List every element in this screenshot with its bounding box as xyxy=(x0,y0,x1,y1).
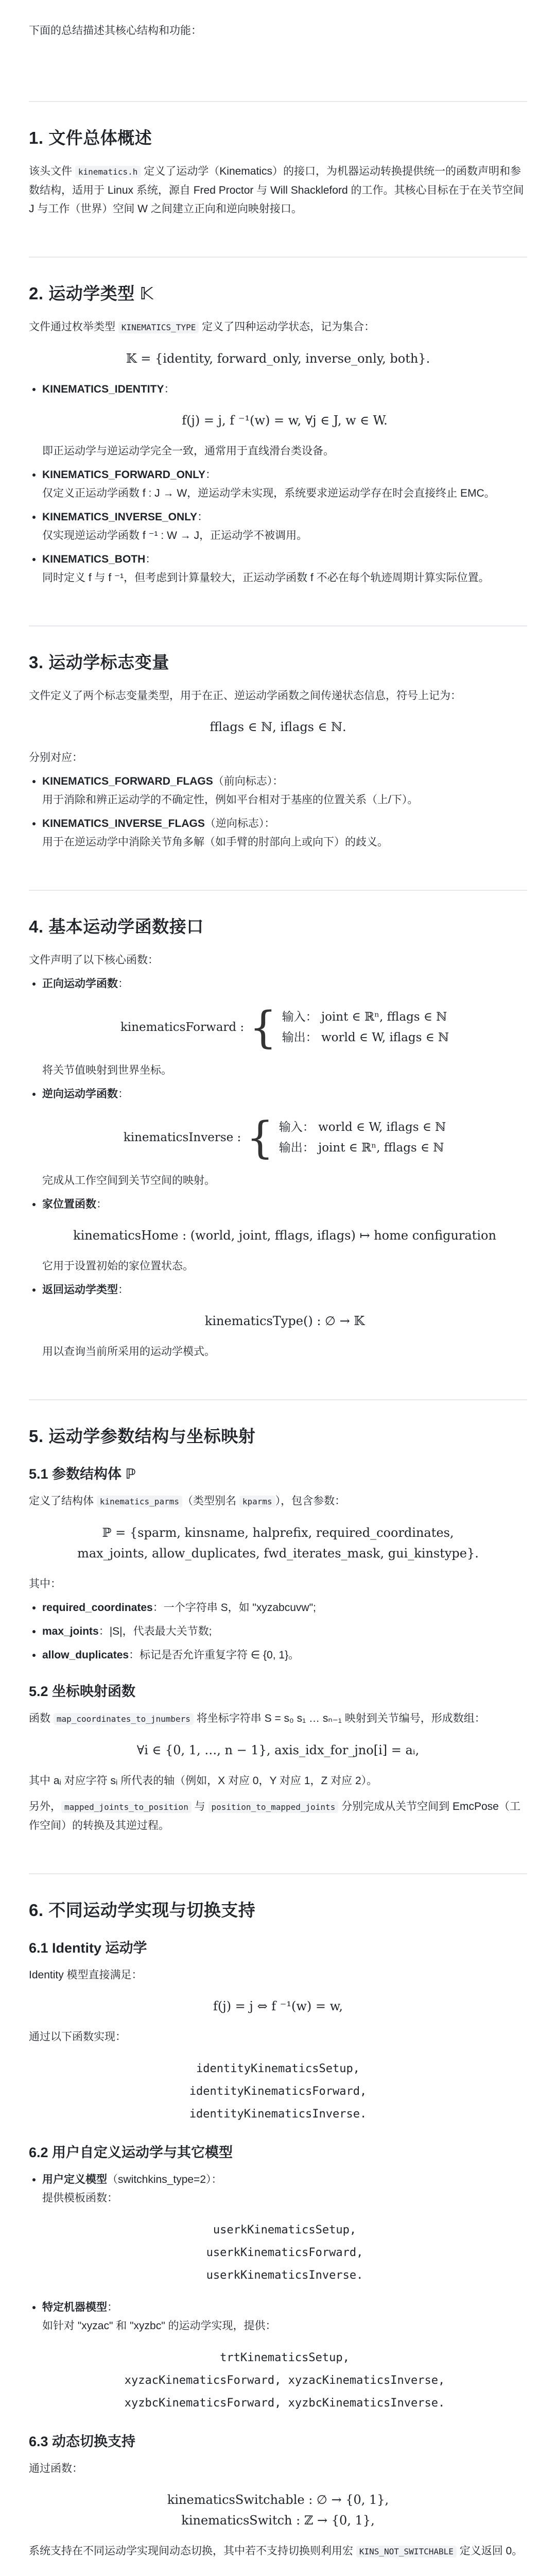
paragraph xyxy=(29,1709,527,1728)
text-run: 另外， xyxy=(29,1801,61,1812)
section-1 xyxy=(29,101,527,218)
formula: fflags ∈ ℕ, iflags ∈ ℕ. xyxy=(210,720,346,734)
paragraph xyxy=(29,318,527,337)
subsection-title: 6.2 用户自定义运动学与其它模型 xyxy=(29,2145,233,2160)
list-desc: ：标记是否允许重复字符 ∈ {0, 1}。 xyxy=(129,1649,300,1661)
section-6 xyxy=(29,1873,527,2561)
list-item xyxy=(42,2171,527,2287)
section-divider xyxy=(29,1399,527,1400)
section-title: 3. 运动学标志变量 xyxy=(29,653,169,672)
signature-rows xyxy=(282,1007,449,1048)
function-list xyxy=(42,2219,527,2287)
paragraph: 通过以下函数实现： xyxy=(29,2031,126,2043)
list-desc: 提供模板函数： xyxy=(42,2192,118,2204)
list-suffix: （switchkins_type=2）： xyxy=(107,2174,222,2185)
section-title: 6. 不同运动学实现与切换支持 xyxy=(29,1901,256,1920)
formula: 𝕂 = {identity, forward_only, inverse_only, both}. xyxy=(126,351,430,366)
list-desc: ：|S|，代表最大关节数; xyxy=(98,1625,212,1637)
text-run: 将坐标字符串 S = s₀ s₁ … sₙ₋₁ 映射到关节编号，形成数组： xyxy=(193,1713,485,1724)
formula: ∀i ∈ {0, 1, …, n − 1}, axis_idx_for_jno[i] = aᵢ, xyxy=(136,1743,420,1757)
text-run: 文件通过枚举类型 xyxy=(29,321,118,333)
bullet-list xyxy=(29,975,527,1361)
list-item: • KINEMATICS_FORWARD_ONLY： 仅定义正运动学函数 f : J → W，逆运动学未实现，系统要求逆运动学存在时会直接终止 EMC。 xyxy=(42,466,527,503)
formula: kinematicsType() : ∅ → 𝕂 xyxy=(204,1314,365,1328)
subsection-title: 5.2 坐标映射函数 xyxy=(29,1684,136,1699)
list-term: 返回运动学类型 xyxy=(42,1284,118,1296)
formula xyxy=(29,1522,527,1564)
list-item xyxy=(42,1599,527,1617)
subsection-title: 5.1 参数结构体 ℙ xyxy=(29,1466,136,1482)
text-run: 定义返回 0。 xyxy=(456,2545,523,2557)
bullet-list xyxy=(29,380,527,587)
signature-rows xyxy=(279,1117,446,1158)
list-term: KINEMATICS_INVERSE_FLAGS xyxy=(42,818,205,829)
text-run: （类型别名 xyxy=(182,1495,239,1507)
function-entry: trtKinematicsSetup, xyxy=(220,2351,350,2364)
paragraph xyxy=(29,1798,527,1835)
list-item xyxy=(42,2298,527,2415)
section-title: 4. 基本运动学函数接口 xyxy=(29,917,204,936)
list-desc: 即正运动学与逆运动学完全一致，通常用于直线滑台类设备。 xyxy=(42,445,334,457)
section-title: 1. 文件总体概述 xyxy=(29,128,152,147)
paragraph: 其中： xyxy=(29,1578,61,1590)
function-list xyxy=(42,2347,527,2415)
list-term: KINEMATICS_BOTH xyxy=(42,553,146,565)
bullet-list xyxy=(29,2171,527,2415)
paragraph xyxy=(29,1492,527,1511)
brace-glyph: { xyxy=(249,1002,277,1053)
list-item xyxy=(42,772,527,809)
section-divider xyxy=(29,257,527,258)
inline-code: kinematics_parms xyxy=(97,1496,182,1507)
list-desc: 完成从工作空间到关节空间的映射。 xyxy=(42,1175,215,1187)
list-desc: 将关节值映射到世界坐标。 xyxy=(42,1064,172,1076)
function-name: kinematicsForward : xyxy=(120,1021,245,1034)
formula-line: kinematicsSwitchable : ∅ → {0, 1}, xyxy=(167,2493,389,2507)
text-run: 函数 xyxy=(29,1713,54,1724)
list-desc: 仅实现逆运动学函数 f ⁻¹ : W → J，正运动学不被调用。 xyxy=(42,530,308,541)
list-desc: 仅定义正运动学函数 f : J → W，逆运动学未实现，系统要求逆运动学存在时会直接终止 EMC。 xyxy=(42,487,495,499)
text-run: 该头文件 xyxy=(29,165,75,177)
section-5 xyxy=(29,1399,527,1835)
text-run: 定义了四种运动学状态，记为集合： xyxy=(199,321,375,333)
paragraph: 其中 aᵢ 对应字符 sᵢ 所代表的轴（例如，X 对应 0，Y 对应 1，Z 对应 2）。 xyxy=(29,1775,378,1787)
subsection-title: 6.3 动态切换支持 xyxy=(29,2434,136,2449)
list-term: max_joints xyxy=(42,1625,99,1637)
paragraph: 分别对应： xyxy=(29,752,83,764)
section-4 xyxy=(29,890,527,1361)
inline-code: map_coordinates_to_jnumbers xyxy=(54,1713,194,1725)
formula xyxy=(29,2489,527,2531)
formula: f(j) = j ⇔ f ⁻¹(w) = w, xyxy=(213,1999,343,2013)
formula: f(j) = j, f ⁻¹(w) = w, ∀j ∈ J, w ∈ W. xyxy=(182,413,388,428)
list-item xyxy=(42,815,527,852)
text-run: 系统支持在不同运动学实现间动态切换，其中若不支持切换则利用宏 xyxy=(29,2545,356,2557)
list-desc: 同时定义 f 与 f ⁻¹，但考虑到计算量较大，正运动学函数 f 不必在每个轨迹周期计算实际位置。 xyxy=(42,572,490,584)
list-term: 逆向运动学函数 xyxy=(42,1088,118,1100)
formula-line: max_joints, allow_duplicates, fwd_iterates_mask, gui_kinstype}. xyxy=(77,1546,479,1561)
text-run: 定义了结构体 xyxy=(29,1495,97,1507)
function-entry: identityKinematicsInverse. xyxy=(189,2108,367,2121)
section-divider xyxy=(29,890,527,891)
list-term: allow_duplicates xyxy=(42,1649,129,1661)
list-item: • 逆向运动学函数： kinematicsInverse : { 输入： world ∈ W, iflags ∈ ℕ 输出： joint ∈ ℝⁿ, fflags ∈ ℕ 完成从工作空间到关节空间的映射。 xyxy=(42,1085,527,1190)
section-divider xyxy=(29,101,527,102)
section-divider xyxy=(29,1873,527,1874)
inline-code: KINEMATICS_TYPE xyxy=(118,321,199,333)
list-suffix: ： xyxy=(107,2301,118,2313)
list-desc: ：一个字符串 S，如 "xyzabcuvw"; xyxy=(152,1602,316,1614)
list-term: KINEMATICS_FORWARD_FLAGS xyxy=(42,775,213,787)
bullet-list xyxy=(29,1599,527,1665)
list-item: • KINEMATICS_INVERSE_ONLY： 仅实现逆运动学函数 f ⁻¹ : W → J，正运动学不被调用。 xyxy=(42,508,527,545)
formula: kinematicsHome : (world, joint, fflags, iflags) ↦ home configuration xyxy=(73,1228,496,1243)
paragraph xyxy=(29,2542,527,2561)
section-3 xyxy=(29,625,527,852)
list-item: • KINEMATICS_IDENTITY： f(j) = j, f ⁻¹(w) = w, ∀j ∈ J, w ∈ W. 即正运动学与逆运动学完全一致，通常用于直线滑台类设备。 xyxy=(42,380,527,461)
list-term: required_coordinates xyxy=(42,1602,153,1614)
function-entry: userkKinematicsInverse. xyxy=(206,2269,363,2282)
text-run: 分别完成从关节空间到 EmcPose（工作空间）的转换及其逆过程。 xyxy=(29,1801,520,1832)
inline-code: mapped_joints_to_position xyxy=(61,1801,192,1813)
signature-input: 输入： joint ∈ ℝⁿ, fflags ∈ ℕ xyxy=(282,1010,447,1024)
bullet-list xyxy=(29,772,527,852)
subsection-title: 6.1 Identity 运动学 xyxy=(29,1940,147,1956)
section-divider xyxy=(29,625,527,626)
function-list xyxy=(29,2058,527,2126)
list-item: • 家位置函数： kinematicsHome : (world, joint, fflags, iflags) ↦ home configuration 它用于设置初始的家位置状态。 xyxy=(42,1195,527,1276)
list-item xyxy=(42,1646,527,1665)
list-term: KINEMATICS_IDENTITY xyxy=(42,383,164,395)
paragraph: 文件定义了两个标志变量类型，用于在正、逆运动学函数之间传递状态信息，符号上记为： xyxy=(29,690,461,702)
list-desc: 用于在逆运动学中消除关节角多解（如手臂的肘部向上或向下）的歧义。 xyxy=(42,836,388,848)
list-desc: 用以查询当前所采用的运动学模式。 xyxy=(42,1346,215,1358)
function-entry: userkKinematicsSetup, xyxy=(213,2224,357,2236)
inline-code: position_to_mapped_joints xyxy=(208,1801,339,1813)
signature-input: 输入： world ∈ W, iflags ∈ ℕ xyxy=(279,1121,446,1134)
function-entry: identityKinematicsForward, xyxy=(189,2085,367,2098)
list-term: 家位置函数 xyxy=(42,1198,96,1210)
inline-code: KINS_NOT_SWITCHABLE xyxy=(356,2546,457,2557)
formula-line: ℙ = {sparm, kinsname, halprefix, required_coordinates, xyxy=(102,1526,454,1540)
section-title: 2. 运动学类型 𝕂 xyxy=(29,284,153,303)
list-term: 正向运动学函数 xyxy=(42,978,118,990)
list-term: KINEMATICS_INVERSE_ONLY xyxy=(42,511,198,523)
list-suffix: （逆向标志）： xyxy=(204,818,275,829)
list-item: • KINEMATICS_BOTH： 同时定义 f 与 f ⁻¹，但考虑到计算量较大，正运动学函数 f 不必在每个轨迹周期计算实际位置。 xyxy=(42,550,527,587)
section-2 xyxy=(29,257,527,587)
inline-code: kparms xyxy=(239,1496,275,1507)
function-name: kinematicsInverse : xyxy=(123,1131,241,1144)
text-run: 定义了运动学（Kinematics）的接口，为机器运动转换提供统一的函数声明和参数结构，适用于 Linux 系统，源自 Fred Proctor 与 Will Shackleford 的工作。其核心目标在于在关节空间 J 与工作（世界）空间 W 之间建立正向和逆向映射接口。 xyxy=(29,165,524,215)
list-term: 特定机器模型 xyxy=(42,2301,107,2313)
paragraph: Identity 模型直接满足： xyxy=(29,1969,143,1981)
function-entry: userkKinematicsForward, xyxy=(206,2246,363,2259)
text-run: ），包含参数： xyxy=(275,1495,346,1507)
list-item xyxy=(42,1622,527,1641)
formula-line: kinematicsSwitch : ℤ → {0, 1}, xyxy=(181,2513,375,2528)
inline-code: kinematics.h xyxy=(75,166,141,178)
signature-output: 输出： joint ∈ ℝⁿ, fflags ∈ ℕ xyxy=(279,1141,444,1155)
list-term: KINEMATICS_FORWARD_ONLY xyxy=(42,469,205,481)
list-desc: 如针对 "xyzac" 和 "xyzbc" 的运动学实现，提供： xyxy=(42,2320,276,2332)
list-item: • 正向运动学函数： kinematicsForward : { 输入： joint ∈ ℝⁿ, fflags ∈ ℕ 输出： world ∈ W, iflags ∈ ℕ 将关节值映射到世界坐标。 xyxy=(42,975,527,1080)
intro-text: 下面的总结描述其核心结构和功能： xyxy=(29,25,202,37)
list-desc: 它用于设置初始的家位置状态。 xyxy=(42,1260,194,1272)
list-term: 用户定义模型 xyxy=(42,2174,107,2185)
signature-output: 输出： world ∈ W, iflags ∈ ℕ xyxy=(282,1031,449,1044)
paragraph xyxy=(29,162,527,218)
paragraph: 文件声明了以下核心函数： xyxy=(29,954,159,966)
list-item: • 返回运动学类型： kinematicsType() : ∅ → 𝕂 用以查询当前所采用的运动学模式。 xyxy=(42,1281,527,1361)
brace-glyph: { xyxy=(246,1112,274,1163)
function-entry: xyzbcKinematicsForward, xyzbcKinematicsInverse. xyxy=(124,2397,445,2410)
list-desc: 用于消除和辨正运动学的不确定性，例如平台相对于基座的位置关系（上/下）。 xyxy=(42,794,419,806)
paragraph: 通过函数： xyxy=(29,2463,83,2475)
section-title: 5. 运动学参数结构与坐标映射 xyxy=(29,1427,256,1446)
function-entry: identityKinematicsSetup, xyxy=(196,2062,360,2075)
list-suffix: （前向标志）： xyxy=(213,775,284,787)
function-entry: xyzacKinematicsForward, xyzacKinematicsInverse, xyxy=(124,2374,445,2387)
text-run: 与 xyxy=(191,1801,208,1812)
